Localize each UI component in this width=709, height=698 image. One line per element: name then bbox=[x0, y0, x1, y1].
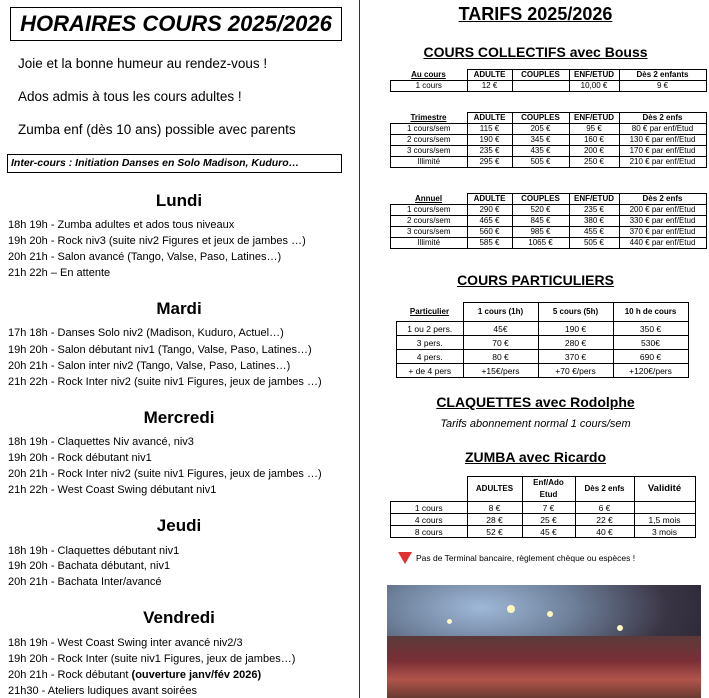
collectifs-title: COURS COLLECTIFS avec Bouss bbox=[423, 44, 648, 60]
particuliers-table bbox=[396, 302, 689, 378]
table-cell: 170 € par enf/Etud bbox=[619, 146, 706, 157]
table-cell bbox=[512, 81, 569, 92]
photo-light bbox=[447, 619, 452, 624]
table-row bbox=[391, 135, 707, 146]
table-cell: 22 € bbox=[575, 514, 634, 526]
column-divider bbox=[359, 0, 360, 698]
table-cell: 4 pers. bbox=[397, 350, 464, 364]
course-line: 21h 22h – En attente bbox=[8, 267, 111, 279]
annuel-label: Annuel bbox=[414, 193, 443, 203]
col-header: ENF/ETUD bbox=[569, 194, 619, 205]
table-cell: 7 € bbox=[522, 502, 575, 514]
course-line: 18h 19h - Claquettes débutant niv1 bbox=[8, 545, 180, 557]
photo-light bbox=[617, 625, 623, 631]
table-cell: 560 € bbox=[467, 227, 512, 238]
table-cell: 8 € bbox=[467, 502, 522, 514]
course-line: 18h 19h - Zumba adultes et ados tous niveaux bbox=[8, 219, 235, 231]
table-cell: 45 € bbox=[522, 526, 575, 538]
table-cell bbox=[634, 502, 695, 514]
table-row bbox=[397, 350, 689, 364]
col-header: Enf/Ado Etud bbox=[522, 477, 575, 502]
table-cell: 9 € bbox=[619, 81, 706, 92]
zumba-title: ZUMBA avec Ricardo bbox=[464, 449, 607, 465]
col-header: 1 cours (1h) bbox=[463, 303, 538, 322]
table-cell: 28 € bbox=[467, 514, 522, 526]
col-header: COUPLES bbox=[512, 194, 569, 205]
day-heading-vendredi: Vendredi bbox=[143, 608, 215, 627]
table-cell: 1065 € bbox=[512, 238, 569, 249]
table-cell: 25 € bbox=[522, 514, 575, 526]
dance-hall-photo bbox=[387, 585, 701, 698]
course-line: 18h 19h - West Coast Swing inter avancé niv2/3 bbox=[8, 637, 243, 649]
day-heading-mardi: Mardi bbox=[156, 299, 202, 318]
course-line bbox=[8, 669, 261, 681]
table-row bbox=[391, 157, 707, 168]
course-line: 21h 22h - Rock Inter niv2 (suite niv1 Figures, jeux de jambes …) bbox=[8, 376, 322, 388]
table-row bbox=[397, 322, 689, 336]
table-row bbox=[391, 216, 707, 227]
table-cell: 690 € bbox=[613, 350, 688, 364]
blank-cell bbox=[391, 477, 468, 502]
table-cell: 370 € par enf/Etud bbox=[619, 227, 706, 238]
course-line: 20h 21h - Salon inter niv2 (Tango, Valse, Paso, Latines…) bbox=[8, 360, 291, 372]
table-cell: Illimité bbox=[391, 157, 468, 168]
table-cell: 80 € par enf/Etud bbox=[619, 124, 706, 135]
table-cell: 12 € bbox=[467, 81, 512, 92]
table-cell: 190 € bbox=[538, 322, 613, 336]
table-cell: 585 € bbox=[467, 238, 512, 249]
table-cell: 295 € bbox=[467, 157, 512, 168]
table-cell: 1,5 mois bbox=[634, 514, 695, 526]
table-cell: 52 € bbox=[467, 526, 522, 538]
intro-line: Zumba enf (dès 10 ans) possible avec parents bbox=[18, 122, 296, 137]
photo-light bbox=[507, 605, 515, 613]
table-cell: +15€/pers bbox=[463, 364, 538, 378]
table-cell: 8 cours bbox=[391, 526, 468, 538]
intro-line: Ados admis à tous les cours adultes ! bbox=[18, 89, 242, 104]
table-cell: 455 € bbox=[569, 227, 619, 238]
claquettes-title: CLAQUETTES avec Rodolphe bbox=[436, 394, 635, 410]
table-cell: +120€/pers bbox=[613, 364, 688, 378]
trimestre-table bbox=[390, 112, 707, 168]
table-row bbox=[391, 227, 707, 238]
table-cell: 160 € bbox=[569, 135, 619, 146]
table-cell: 6 € bbox=[575, 502, 634, 514]
table-cell: 1 cours/sem bbox=[391, 205, 468, 216]
warning-triangle-icon bbox=[398, 552, 412, 564]
table-cell: 2 cours/sem bbox=[391, 216, 468, 227]
tarifs-title: TARIFS 2025/2026 bbox=[458, 4, 613, 24]
au-cours-label: Au cours bbox=[411, 69, 446, 79]
table-cell: Illimité bbox=[391, 238, 468, 249]
au-cours-table bbox=[390, 69, 707, 92]
table-cell: 1 cours bbox=[391, 502, 468, 514]
table-cell: 3 cours/sem bbox=[391, 146, 468, 157]
table-cell: 235 € bbox=[569, 205, 619, 216]
trimestre-label: Trimestre bbox=[410, 112, 447, 122]
course-opening-note: (ouverture janv/fév 2026) bbox=[131, 669, 262, 681]
table-cell: 290 € bbox=[467, 205, 512, 216]
table-cell: 40 € bbox=[575, 526, 634, 538]
table-cell: 350 € bbox=[613, 322, 688, 336]
table-cell: 2 cours/sem bbox=[391, 135, 468, 146]
annuel-table bbox=[390, 193, 707, 249]
table-row bbox=[391, 502, 696, 514]
table-cell: 465 € bbox=[467, 216, 512, 227]
table-cell: 3 mois bbox=[634, 526, 695, 538]
course-line: 21h 22h - West Coast Swing débutant niv1 bbox=[8, 484, 217, 496]
table-cell: 95 € bbox=[569, 124, 619, 135]
course-line: 18h 19h - Claquettes Niv avancé, niv3 bbox=[8, 436, 194, 448]
course-line: 20h 21h - Rock Inter niv2 (suite niv1 Figures, jeux de jambes …) bbox=[8, 468, 322, 480]
warning-text: Pas de Terminal bancaire, règlement chèque ou espèces ! bbox=[416, 553, 636, 563]
col-header: Dès 2 enfs bbox=[575, 477, 634, 502]
table-cell: 985 € bbox=[512, 227, 569, 238]
course-line: 20h 21h - Bachata Inter/avancé bbox=[8, 576, 162, 588]
claquettes-note: Tarifs abonnement normal 1 cours/sem bbox=[440, 418, 631, 430]
table-row bbox=[391, 526, 696, 538]
course-line: 20h 21h - Salon avancé (Tango, Valse, Paso, Latines…) bbox=[8, 251, 282, 263]
photo-floor bbox=[387, 636, 701, 698]
table-cell: 330 € par enf/Etud bbox=[619, 216, 706, 227]
table-cell: 45€ bbox=[463, 322, 538, 336]
table-row bbox=[391, 205, 707, 216]
schedule-title: HORAIRES COURS 2025/2026 bbox=[10, 7, 342, 41]
table-cell: + de 4 pers bbox=[397, 364, 464, 378]
table-row bbox=[391, 146, 707, 157]
table-cell: 345 € bbox=[512, 135, 569, 146]
col-header: ADULTES bbox=[467, 477, 522, 502]
photo-light bbox=[547, 611, 553, 617]
col-header: Validité bbox=[634, 477, 695, 502]
col-header: COUPLES bbox=[512, 113, 569, 124]
table-cell: 380 € bbox=[569, 216, 619, 227]
table-cell: 205 € bbox=[512, 124, 569, 135]
col-header: ADULTE bbox=[467, 194, 512, 205]
table-cell: 115 € bbox=[467, 124, 512, 135]
table-row bbox=[391, 514, 696, 526]
course-line: 17h 18h - Danses Solo niv2 (Madison, Kuduro, Actuel…) bbox=[8, 327, 284, 339]
table-cell: 435 € bbox=[512, 146, 569, 157]
col-header: Dès 2 enfs bbox=[619, 194, 706, 205]
tarifs-panel bbox=[362, 0, 709, 698]
table-cell: 210 € par enf/Etud bbox=[619, 157, 706, 168]
table-cell: 370 € bbox=[538, 350, 613, 364]
col-header: ADULTE bbox=[467, 113, 512, 124]
course-text: 20h 21h - Rock débutant bbox=[8, 669, 129, 681]
table-cell: 530€ bbox=[613, 336, 688, 350]
table-row bbox=[397, 364, 689, 378]
payment-warning bbox=[398, 552, 635, 564]
col-header: 5 cours (5h) bbox=[538, 303, 613, 322]
day-heading-lundi: Lundi bbox=[155, 191, 203, 210]
table-cell: 235 € bbox=[467, 146, 512, 157]
table-row bbox=[391, 238, 707, 249]
day-heading-jeudi: Jeudi bbox=[156, 516, 202, 535]
col-header: Dès 2 enfs bbox=[619, 113, 706, 124]
table-row bbox=[391, 124, 707, 135]
table-cell: 70 € bbox=[463, 336, 538, 350]
table-cell: 4 cours bbox=[391, 514, 468, 526]
course-line: 19h 20h - Bachata débutant, niv1 bbox=[8, 560, 171, 572]
table-row bbox=[397, 336, 689, 350]
table-cell: 505 € bbox=[569, 238, 619, 249]
table-cell: 80 € bbox=[463, 350, 538, 364]
course-line: 19h 20h - Rock débutant niv1 bbox=[8, 452, 152, 464]
table-cell: 845 € bbox=[512, 216, 569, 227]
col-header: ENF/ETUD bbox=[569, 70, 619, 81]
table-cell: 440 € par enf/Etud bbox=[619, 238, 706, 249]
col-header: 10 h de cours bbox=[613, 303, 688, 322]
col-header: ADULTE bbox=[467, 70, 512, 81]
inter-cours-note: Inter-cours : Initiation Danses en Solo Madison, Kuduro… bbox=[7, 154, 342, 173]
col-header: COUPLES bbox=[512, 70, 569, 81]
table-cell: 3 pers. bbox=[397, 336, 464, 350]
table-cell: 505 € bbox=[512, 157, 569, 168]
table-cell: 1 ou 2 pers. bbox=[397, 322, 464, 336]
table-cell: 3 cours/sem bbox=[391, 227, 468, 238]
table-cell: 280 € bbox=[538, 336, 613, 350]
particulier-label: Particulier bbox=[409, 306, 450, 316]
course-line: 19h 20h - Rock Inter (suite niv1 Figures, jeux de jambes…) bbox=[8, 653, 296, 665]
particuliers-title: COURS PARTICULIERS bbox=[457, 272, 614, 288]
course-line: 19h 20h - Rock niv3 (suite niv2 Figures et jeux de jambes …) bbox=[8, 235, 306, 247]
course-line: 21h30 - Ateliers ludiques avant soirées bbox=[8, 685, 197, 697]
table-cell: 520 € bbox=[512, 205, 569, 216]
col-header: ENF/ETUD bbox=[569, 113, 619, 124]
course-line: 19h 20h - Salon débutant niv1 (Tango, Valse, Paso, Latines…) bbox=[8, 344, 312, 356]
table-cell: +70 €/pers bbox=[538, 364, 613, 378]
intro-line: Joie et la bonne humeur au rendez-vous ! bbox=[18, 56, 268, 71]
table-cell: 1 cours bbox=[391, 81, 468, 92]
table-cell: 190 € bbox=[467, 135, 512, 146]
table-cell: 10,00 € bbox=[569, 81, 619, 92]
table-cell: 130 € par enf/Etud bbox=[619, 135, 706, 146]
day-heading-mercredi: Mercredi bbox=[143, 408, 215, 427]
table-cell: 1 cours/sem bbox=[391, 124, 468, 135]
table-cell: 200 € bbox=[569, 146, 619, 157]
zumba-table bbox=[390, 476, 696, 538]
table-cell: 200 € par enf/Etud bbox=[619, 205, 706, 216]
col-header: Dès 2 enfants bbox=[619, 70, 706, 81]
table-cell: 250 € bbox=[569, 157, 619, 168]
